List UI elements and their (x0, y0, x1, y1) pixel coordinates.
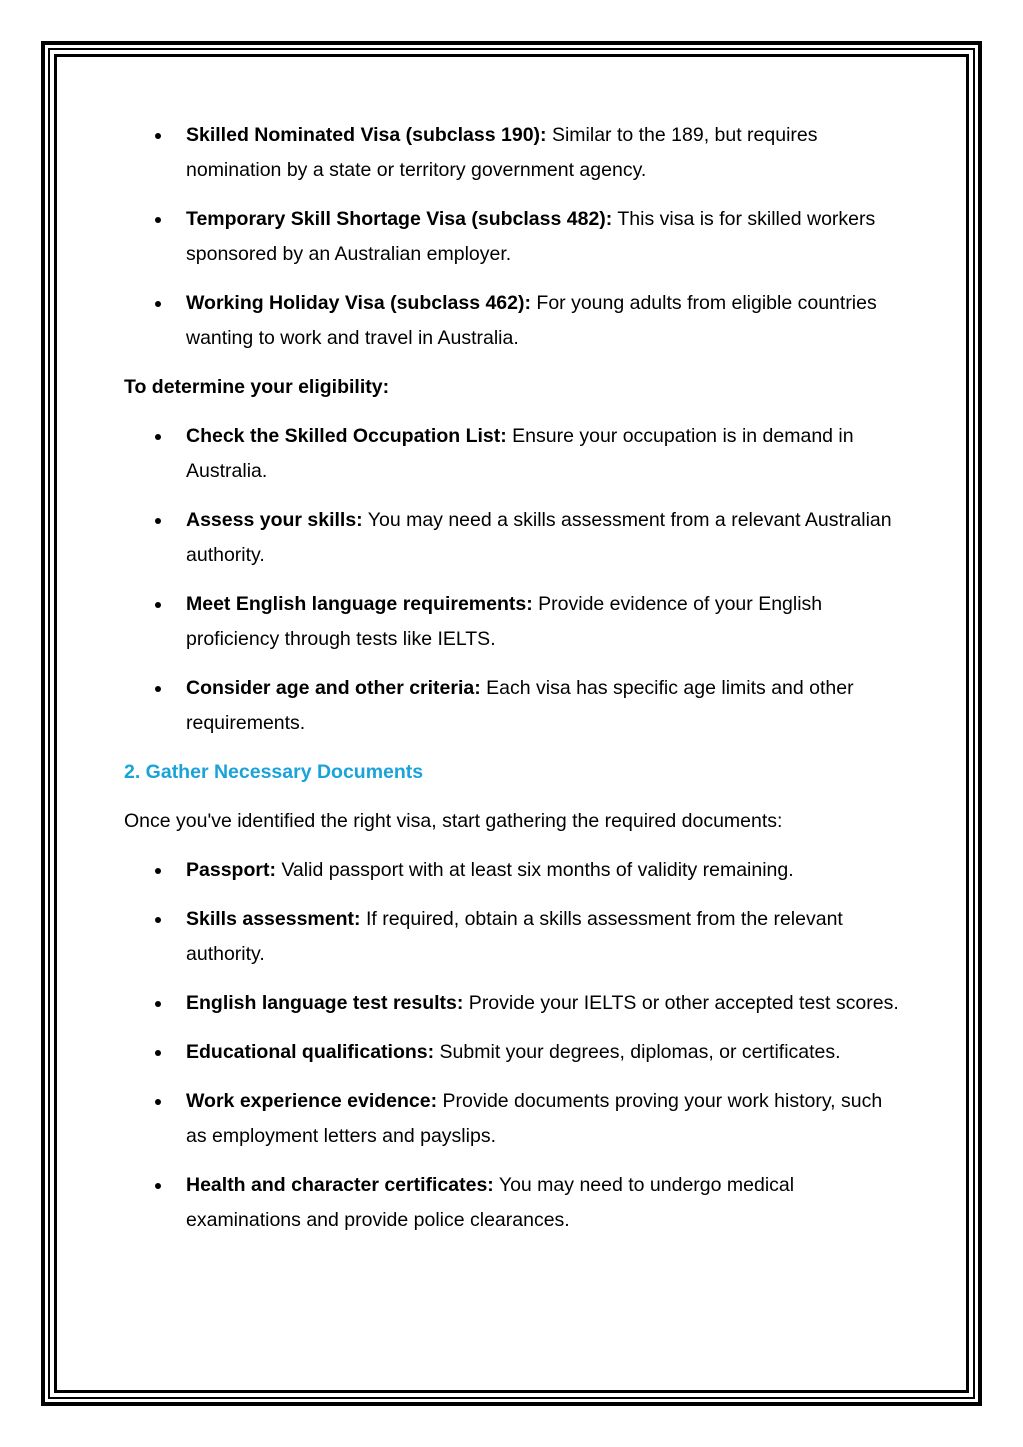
document-body (124, 118, 904, 1252)
section-heading: 2. Gather Necessary Documents (124, 761, 424, 783)
list-item (124, 503, 904, 573)
item-text: Ensure your occupation is in demand in Australia. (186, 425, 854, 482)
item-text: Provide documents proving your work history, such as employment letters and payslips. (186, 1090, 883, 1147)
bullet-icon (155, 1183, 161, 1189)
item-text: Submit your degrees, diplomas, or certificates. (434, 1041, 841, 1063)
item-label: Meet English language requirements: (186, 593, 533, 615)
eligibility-heading: To determine your eligibility: (124, 376, 390, 398)
list-item (124, 853, 904, 888)
section-intro: Once you've identified the right visa, start gathering the required documents: (124, 810, 783, 832)
bullet-icon (155, 133, 161, 139)
item-label: Work experience evidence: (186, 1090, 438, 1112)
bullet-icon (155, 1099, 161, 1105)
bullet-icon (155, 1001, 161, 1007)
item-text: If required, obtain a skills assessment from the relevant authority. (186, 908, 843, 965)
list-item (124, 1084, 904, 1154)
list-item (124, 671, 904, 741)
item-label: Assess your skills: (186, 509, 363, 531)
documents-list (124, 853, 904, 1238)
list-item (124, 286, 904, 356)
bullet-icon (155, 217, 161, 223)
bullet-icon (155, 868, 161, 874)
bullet-icon (155, 686, 161, 692)
item-text: Each visa has specific age limits and other requirements. (186, 677, 854, 734)
item-text: Provide evidence of your English proficiency through tests like IELTS. (186, 593, 823, 650)
item-text: You may need to undergo medical examinations and provide police clearances. (186, 1174, 795, 1231)
item-label: Skills assessment: (186, 908, 361, 930)
list-item (124, 202, 904, 272)
bullet-icon (155, 434, 161, 440)
list-item (124, 419, 904, 489)
item-label: Health and character certificates: (186, 1174, 494, 1196)
item-label: Skilled Nominated Visa (subclass 190): (186, 124, 547, 146)
item-label: Consider age and other criteria: (186, 677, 481, 699)
item-text: You may need a skills assessment from a relevant Australian authority. (186, 509, 892, 566)
bullet-icon (155, 1050, 161, 1056)
list-item (124, 118, 904, 188)
item-label: Working Holiday Visa (subclass 462): (186, 292, 531, 314)
item-text: Provide your IELTS or other accepted test scores. (463, 992, 899, 1014)
bullet-icon (155, 301, 161, 307)
item-label: Educational qualifications: (186, 1041, 435, 1063)
eligibility-list (124, 419, 904, 741)
item-label: Temporary Skill Shortage Visa (subclass 482): (186, 208, 613, 230)
list-item (124, 902, 904, 972)
visa-types-list (124, 118, 904, 356)
bullet-icon (155, 518, 161, 524)
list-item (124, 1168, 904, 1238)
item-label: English language test results: (186, 992, 464, 1014)
item-text: For young adults from eligible countries wanting to work and travel in Australia. (186, 292, 877, 349)
item-text: This visa is for skilled workers sponsored by an Australian employer. (186, 208, 876, 265)
list-item (124, 1035, 904, 1070)
item-text: Valid passport with at least six months of validity remaining. (275, 859, 794, 881)
item-text: Similar to the 189, but requires nomination by a state or territory government agency. (186, 124, 818, 181)
item-label: Passport: (186, 859, 276, 881)
item-label: Check the Skilled Occupation List: (186, 425, 507, 447)
bullet-icon (155, 602, 161, 608)
list-item (124, 587, 904, 657)
bullet-icon (155, 917, 161, 923)
list-item (124, 986, 904, 1021)
